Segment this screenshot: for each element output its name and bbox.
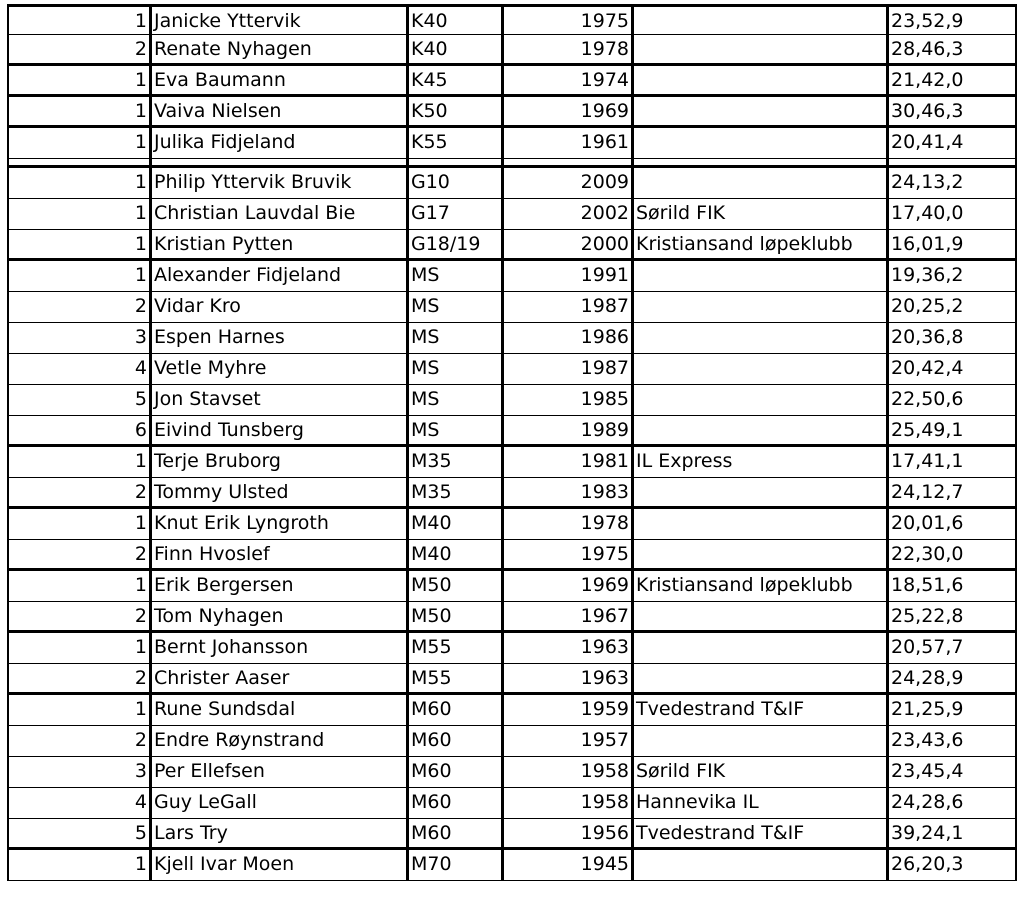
year-cell: 1958: [504, 788, 634, 818]
name-cell: Kristian Pytten: [152, 230, 409, 258]
place-cell: 2: [9, 602, 152, 630]
name-cell: Julika Fidjeland: [152, 128, 409, 158]
name-cell: Eivind Tunsberg: [152, 416, 409, 444]
place-cell: 4: [9, 788, 152, 818]
blank-cell: [889, 159, 1015, 165]
time-cell: 25,49,1: [891, 419, 964, 441]
year-cell: 1969: [504, 571, 634, 601]
class-cell: M70: [409, 850, 504, 880]
place-cell: 1: [9, 230, 152, 258]
name-cell: Finn Hvoslef: [152, 540, 409, 568]
table-row: [7, 447, 1017, 478]
name-cell: Bernt Johansson: [152, 633, 409, 663]
class-cell: MS: [409, 416, 504, 444]
blank-cell: [152, 159, 409, 165]
club-cell: Kristiansand løpeklubb: [634, 230, 889, 258]
club-cell: [634, 602, 889, 630]
blank-cell: [409, 159, 504, 165]
time-cell: 24,12,7: [891, 481, 964, 503]
time-cell: 21,25,9: [891, 698, 964, 720]
place-cell: 1: [9, 7, 152, 34]
name-cell: Tom Nyhagen: [152, 602, 409, 630]
table-row: [7, 757, 1017, 788]
year-cell: 1957: [504, 726, 634, 756]
place-cell: 5: [9, 385, 152, 415]
table-row: [7, 230, 1017, 261]
time-cell: 23,45,4: [891, 760, 964, 782]
class-cell: M60: [409, 726, 504, 756]
year-cell: 1967: [504, 602, 634, 630]
place-cell: 1: [9, 66, 152, 94]
club-cell: [634, 385, 889, 415]
place-cell: 1: [9, 509, 152, 539]
name-cell: Renate Nyhagen: [152, 35, 409, 63]
time-cell: 20,42,4: [891, 357, 964, 379]
club-cell: [634, 128, 889, 158]
class-cell: M60: [409, 757, 504, 787]
class-cell: M35: [409, 478, 504, 506]
name-cell: Terje Bruborg: [152, 447, 409, 477]
table-row: [7, 695, 1017, 726]
name-cell: Tommy Ulsted: [152, 478, 409, 506]
table-row: [7, 664, 1017, 695]
club-cell: [634, 323, 889, 353]
class-cell: MS: [409, 292, 504, 322]
time-cell: 23,52,9: [891, 10, 964, 32]
name-cell: Knut Erik Lyngroth: [152, 509, 409, 539]
place-cell: 3: [9, 757, 152, 787]
time-cell: 23,43,6: [891, 729, 964, 751]
place-cell: 1: [9, 261, 152, 291]
table-row: [7, 850, 1017, 881]
club-cell: [634, 97, 889, 125]
table-row: [7, 35, 1017, 66]
place-cell: 3: [9, 323, 152, 353]
name-cell: Espen Harnes: [152, 323, 409, 353]
class-cell: MS: [409, 261, 504, 291]
table-row: [7, 602, 1017, 633]
club-cell: [634, 633, 889, 663]
time-cell: 22,30,0: [891, 543, 964, 565]
table-row: [7, 261, 1017, 292]
name-cell: Rune Sundsdal: [152, 695, 409, 725]
year-cell: 1983: [504, 478, 634, 506]
place-cell: 2: [9, 726, 152, 756]
year-cell: 1989: [504, 416, 634, 444]
club-cell: Sørild FIK: [634, 199, 889, 229]
name-cell: Vidar Kro: [152, 292, 409, 322]
year-cell: 2002: [504, 199, 634, 229]
year-cell: 1978: [504, 35, 634, 63]
year-cell: 1945: [504, 850, 634, 880]
time-cell: 20,41,4: [891, 131, 964, 153]
place-cell: 5: [9, 819, 152, 847]
club-cell: [634, 509, 889, 539]
place-cell: 1: [9, 695, 152, 725]
table-row: [7, 571, 1017, 602]
table-row: [7, 478, 1017, 509]
year-cell: 1987: [504, 354, 634, 384]
club-cell: [634, 292, 889, 322]
year-cell: 1975: [504, 540, 634, 568]
class-cell: M35: [409, 447, 504, 477]
year-cell: 1969: [504, 97, 634, 125]
name-cell: Erik Bergersen: [152, 571, 409, 601]
time-cell: 28,46,3: [891, 38, 964, 60]
table-row: [7, 4, 1017, 35]
table-row: [7, 726, 1017, 757]
year-cell: 1975: [504, 7, 634, 34]
table-row: [7, 199, 1017, 230]
table-row: [7, 354, 1017, 385]
place-cell: 2: [9, 292, 152, 322]
table-row: [7, 385, 1017, 416]
club-cell: Kristiansand løpeklubb: [634, 571, 889, 601]
table-row: [7, 509, 1017, 540]
year-cell: 2009: [504, 168, 634, 198]
class-cell: MS: [409, 385, 504, 415]
club-cell: [634, 664, 889, 692]
class-cell: M40: [409, 509, 504, 539]
year-cell: 1985: [504, 385, 634, 415]
year-cell: 1956: [504, 819, 634, 847]
time-cell: 22,50,6: [891, 388, 964, 410]
name-cell: Vaiva Nielsen: [152, 97, 409, 125]
name-cell: Vetle Myhre: [152, 354, 409, 384]
class-cell: G18/19: [409, 230, 504, 258]
class-cell: M50: [409, 602, 504, 630]
name-cell: Eva Baumann: [152, 66, 409, 94]
time-cell: 19,36,2: [891, 264, 964, 286]
club-cell: [634, 540, 889, 568]
time-cell: 20,25,2: [891, 295, 964, 317]
class-cell: M55: [409, 633, 504, 663]
place-cell: 2: [9, 540, 152, 568]
time-cell: 26,20,3: [891, 853, 964, 875]
year-cell: 1978: [504, 509, 634, 539]
class-cell: K45: [409, 66, 504, 94]
year-cell: 1963: [504, 664, 634, 692]
year-cell: 1974: [504, 66, 634, 94]
place-cell: 6: [9, 416, 152, 444]
time-cell: 24,28,6: [891, 791, 964, 813]
class-cell: M60: [409, 788, 504, 818]
table-row: [7, 819, 1017, 850]
club-cell: [634, 354, 889, 384]
place-cell: 1: [9, 168, 152, 198]
name-cell: Guy LeGall: [152, 788, 409, 818]
table-row: [7, 66, 1017, 97]
time-cell: 20,01,6: [891, 512, 964, 534]
time-cell: 17,41,1: [891, 450, 964, 472]
club-cell: [634, 7, 889, 34]
place-cell: 2: [9, 35, 152, 63]
blank-cell: [9, 159, 152, 165]
class-cell: K40: [409, 7, 504, 34]
year-cell: 1987: [504, 292, 634, 322]
class-cell: MS: [409, 354, 504, 384]
table-row: [7, 416, 1017, 447]
time-cell: 18,51,6: [891, 574, 964, 596]
club-cell: Tvedestrand T&IF: [634, 695, 889, 725]
time-cell: 20,57,7: [891, 636, 964, 658]
year-cell: 1961: [504, 128, 634, 158]
place-cell: 1: [9, 128, 152, 158]
class-cell: G17: [409, 199, 504, 229]
place-cell: 1: [9, 571, 152, 601]
time-cell: 17,40,0: [891, 202, 964, 224]
year-cell: 1963: [504, 633, 634, 663]
name-cell: Endre Røynstrand: [152, 726, 409, 756]
name-cell: Christian Lauvdal Bie: [152, 199, 409, 229]
name-cell: Christer Aaser: [152, 664, 409, 692]
table-row: [7, 633, 1017, 664]
club-cell: Sørild FIK: [634, 757, 889, 787]
class-cell: M60: [409, 695, 504, 725]
class-cell: K55: [409, 128, 504, 158]
club-cell: Tvedestrand T&IF: [634, 819, 889, 847]
place-cell: 2: [9, 664, 152, 692]
club-cell: [634, 416, 889, 444]
table-row: [7, 292, 1017, 323]
table-row: [7, 323, 1017, 354]
place-cell: 1: [9, 97, 152, 125]
name-cell: Alexander Fidjeland: [152, 261, 409, 291]
place-cell: 2: [9, 478, 152, 506]
place-cell: 1: [9, 447, 152, 477]
time-cell: 20,36,8: [891, 326, 964, 348]
year-cell: 1986: [504, 323, 634, 353]
name-cell: Philip Yttervik Bruvik: [152, 168, 409, 198]
time-cell: 39,24,1: [891, 822, 964, 844]
year-cell: 1958: [504, 757, 634, 787]
blank-row: [7, 159, 1017, 168]
time-cell: 25,22,8: [891, 605, 964, 627]
place-cell: 4: [9, 354, 152, 384]
blank-cell: [634, 159, 889, 165]
year-cell: 2000: [504, 230, 634, 258]
club-cell: [634, 66, 889, 94]
club-cell: [634, 35, 889, 63]
place-cell: 1: [9, 633, 152, 663]
club-cell: [634, 478, 889, 506]
class-cell: M55: [409, 664, 504, 692]
club-cell: IL Express: [634, 447, 889, 477]
class-cell: MS: [409, 323, 504, 353]
name-cell: Janicke Yttervik: [152, 7, 409, 34]
club-cell: [634, 168, 889, 198]
time-cell: 24,13,2: [891, 171, 964, 193]
time-cell: 24,28,9: [891, 667, 964, 689]
table-row: [7, 168, 1017, 199]
time-cell: 21,42,0: [891, 69, 964, 91]
place-cell: 1: [9, 850, 152, 880]
class-cell: G10: [409, 168, 504, 198]
name-cell: Jon Stavset: [152, 385, 409, 415]
class-cell: M60: [409, 819, 504, 847]
table-row: [7, 97, 1017, 128]
class-cell: K40: [409, 35, 504, 63]
results-table: [7, 4, 1017, 881]
table-row: [7, 540, 1017, 571]
club-cell: [634, 261, 889, 291]
name-cell: Per Ellefsen: [152, 757, 409, 787]
club-cell: [634, 726, 889, 756]
year-cell: 1981: [504, 447, 634, 477]
year-cell: 1959: [504, 695, 634, 725]
table-row: [7, 788, 1017, 819]
place-cell: 1: [9, 199, 152, 229]
class-cell: M40: [409, 540, 504, 568]
name-cell: Kjell Ivar Moen: [152, 850, 409, 880]
table-row: [7, 128, 1017, 159]
time-cell: 16,01,9: [891, 233, 964, 255]
year-cell: 1991: [504, 261, 634, 291]
name-cell: Lars Try: [152, 819, 409, 847]
class-cell: K50: [409, 97, 504, 125]
class-cell: M50: [409, 571, 504, 601]
club-cell: [634, 850, 889, 880]
club-cell: Hannevika IL: [634, 788, 889, 818]
blank-cell: [504, 159, 634, 165]
time-cell: 30,46,3: [891, 100, 964, 122]
